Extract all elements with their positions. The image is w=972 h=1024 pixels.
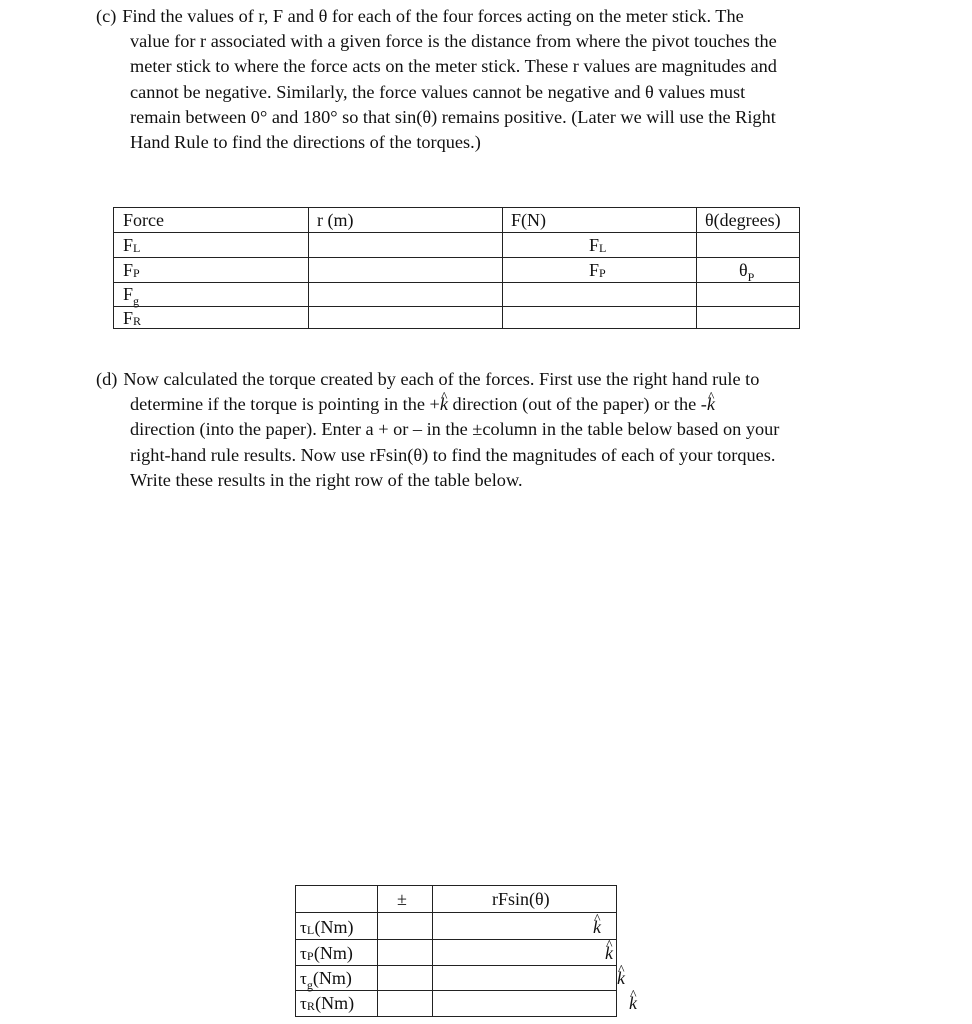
row-label-fg: $F_g$ [123,284,140,308]
part-d-line-4: right-hand rule results. Now use rFsin(θ) to find the magnitudes of each of your torques. [130,444,776,465]
row-label-tau-p: τP(Nm) [300,943,353,963]
header-theta: θ(degrees) [705,210,781,230]
part-c-paragraph [96,4,856,155]
part-d-label: (d) [96,369,118,389]
part-d-line-2: determine if the torque is pointing in the +^ k direction (out of the paper) or the -^ k [96,392,856,417]
part-c-line-5: remain between 0° and 180° so that sin(θ) remains positive. (Later we will use the Right [130,106,776,127]
force-table [113,207,800,329]
row-label-fl: FL [123,235,141,255]
part-c-label: (c) [96,6,117,26]
theta-column-thetap: $\theta_P$ [739,260,755,284]
header-plus-minus: ± [397,889,407,909]
part-c-line-6: Hand Rule to find the directions of the torques.) [130,132,481,153]
part-d-line-1 [96,367,856,392]
header-f: F(N) [511,210,546,230]
part-c-line-2: value for r associated with a given force is the distance from where the pivot touches the [130,31,777,52]
part-c-text-1: Find the values of r, F and θ for each of the four forces acting on the meter stick. The [122,6,744,26]
k-hat-icon: ^ k [593,916,601,938]
header-force: Force [123,210,164,230]
header-r: r (m) [317,210,354,230]
part-d-text-1: Now calculated the torque created by each of the forces. First use the right hand rule to [123,369,760,389]
part-c-line-3: meter stick to where the force acts on the meter stick. These r values are magnitudes and [130,56,777,77]
f-column-fp: FP [589,260,606,280]
k-hat-icon: ^ k [605,942,613,964]
part-c-line-4: cannot be negative. Similarly, the force values cannot be negative and θ values must [130,81,746,102]
k-hat-symbol: ^ k [440,392,448,417]
torque-table [295,885,637,1017]
k-hat-symbol: ^ k [707,392,715,417]
row-label-fr: FR [123,308,142,328]
header-rfsin: rFsin(θ) [492,889,550,909]
row-label-fp: FP [123,260,140,280]
part-c-line-1 [96,4,856,29]
k-hat-icon: ^ k [629,992,637,1014]
part-d-paragraph [96,367,856,493]
part-d-line-5: Write these results in the right row of the table below. [130,469,523,490]
k-hat-icon: ^ k [617,967,625,989]
row-label-tau-g: $\tau_g(Nm)$ [300,968,352,992]
row-label-tau-r: τR(Nm) [300,993,355,1013]
f-column-fl: FL [589,235,607,255]
row-label-tau-l: τL(Nm) [300,917,354,937]
part-d-line-3: direction (into the paper). Enter a + or – in the ±column in the table below based on your [130,419,780,440]
